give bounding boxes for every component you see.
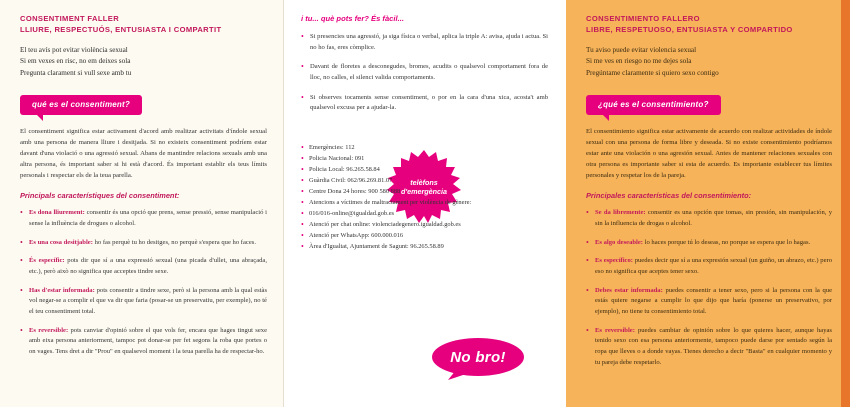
right-intro (586, 45, 832, 81)
burst-line2: d'emergència (400, 187, 448, 196)
list-item (20, 256, 267, 277)
bullet-text: lo haces porque tú lo deseas, no porque se espera que lo hagas. (643, 238, 811, 246)
list-item (20, 208, 267, 229)
pill-tail-shape (602, 114, 609, 121)
right-section-title: Principales características del consentimiento: (586, 191, 752, 201)
bullet-lead: Es una cosa desitjable: (29, 238, 93, 246)
middle-kicker: i tu... què pots fer? És fàcil... (301, 14, 404, 23)
column-left-valencian (0, 0, 283, 407)
bullet-text: pots consentir a tindre sexe, però si la persona amb la qual estàs vol negar-se a complir el que va dir que faria (posar-se un preservatiu, per exemple), no té el teu consentiment total. (29, 286, 268, 316)
bullet-text: consentir és una opció que prens, sense pressió, sense manipulació i sense la influència de drogues o alcohol. (29, 209, 267, 228)
bullet-lead: Debes estar informada: (595, 286, 663, 294)
list-item: • Emergències: 112 (301, 142, 548, 153)
right-question-pill-wrap (586, 94, 721, 115)
left-kicker-line1: CONSENTIMENT FALLER (20, 14, 120, 23)
right-intro-line3: Pregúntame claramente si quiero sexo contigo (586, 69, 719, 78)
list-item (586, 208, 832, 229)
bullet-lead: És específic: (29, 257, 65, 265)
speech-bubble-text: No bro! (450, 348, 506, 366)
bullet-lead: Es específico: (595, 257, 633, 265)
left-intro-line1: El teu avís pot evitar violència sexual (20, 45, 128, 54)
left-intro-line3: Pregunta clarament si vull sexe amb tu (20, 69, 132, 78)
left-intro-line2: Si em vexes en risc, no em deixes sola (20, 57, 131, 66)
speech-bubble (432, 338, 524, 380)
left-kicker-line2: LLIURE, RESPECTUÓS, ENTUSIASTA I COMPARTIT (20, 25, 222, 35)
column-divider (283, 0, 284, 407)
pill-tail-shape (36, 114, 43, 121)
bullet-text: puedes decir que sí a una expresión sexual (un guiño, un abrazo, etc.) pero eso no significa que aceptes tener sexo. (595, 257, 832, 276)
list-item: • Atenció per chat online: violenciadegenero.igualdad.gob.es (301, 219, 548, 230)
list-item: • Centre Dona 24 hores: 900 580 888 (301, 186, 548, 197)
list-item (20, 238, 267, 249)
left-definition-paragraph: El consentiment significa estar activament d'acord amb realitzar activitats d'índole sexual amb una persona de manera lliure i desitjada. Si no existeix consentiment podríem estar davant d'una violació o una agressió sexual. Abans de mantindre relacions sexuals amb una altra persona, és important saber si hi està d'acord. És important establir els teus límits personals i respectar els de la teua parella. (20, 128, 267, 179)
list-item-continuation: • 016/016-online@igualdad.gob.es (301, 208, 548, 219)
list-item: • Policia Local: 96.265.58.84 (301, 164, 548, 175)
list-item: • Atenció per WhatsApp: 600.000.016 (301, 230, 548, 241)
left-intro (20, 45, 267, 81)
bullet-text: consentir es una opción que tomas, sin presión, sin manipulación, y sin la influencia de drogas o alcohol. (595, 209, 832, 228)
middle-actions-list (301, 32, 548, 114)
bullet-text: puedes cambiar de opinión sobre lo que quieres hacer, aunque hayas tenido sexo con esa persona anteriormente, tampoco puede darse por sentado según la ropa que lleves o a donde vayas. Tienes derecho a decir "Basta" en cualquier momento y tu pareja debe respetarlo. (595, 326, 832, 366)
right-kicker-line1: CONSENTIMIENTO FALLERO (586, 14, 700, 23)
list-item: • Policia Nacional: 091 (301, 153, 548, 164)
list-item (586, 256, 832, 277)
emergency-phone-list (301, 142, 548, 252)
left-characteristics-list (20, 208, 267, 357)
list-item (20, 286, 267, 318)
list-item (586, 326, 832, 369)
bullet-text: pots dir que sí a una expressió sexual (una picada d'ullet, una abraçada, etc.), però això no significa que acceptes tindre sexe. (29, 257, 267, 276)
right-definition-paragraph: El consentimiento significa estar activamente de acuerdo con realizar actividades de índole sexual con una persona de forma libre y deseada. Si no existe consentimiento podríamos estar ante una violación o una agresión sexual. Antes de mantener relaciones sexuales con otra persona es importante saber si esta de acuerdo. Es importante establecer tus límites personales y respetar los de la pareja. (586, 128, 832, 179)
list-item: • Àrea d'Igualtat, Ajuntament de Sagunt: 96.265.58.89 (301, 241, 548, 252)
list-item: • Guàrdia Civil: 062/96.269.81.07 (301, 175, 548, 186)
right-edge-stripe (841, 0, 850, 407)
bullet-lead: Es algo deseable: (595, 238, 643, 246)
list-item: • Si presencies una agressió, ja siga física o verbal, aplica la triple A: avisa, ajuda i actua. Si no ho fas, eres còmplice. (301, 32, 548, 53)
list-item (586, 286, 832, 318)
list-item: • Si observes tocaments sense consentiment, o por en la cara d'una xica, acosta't amb qualsevol excusa per a ajudar-la. (301, 93, 548, 114)
right-intro-line2: Si me ves en riesgo no me dejes sola (586, 57, 692, 66)
list-item: • Atencions a víctimes de maltractament per violència de gènere: (301, 197, 548, 208)
right-intro-line1: Tu aviso puede evitar violencia sexual (586, 45, 697, 54)
bullet-lead: Se da libremente: (595, 209, 646, 217)
left-question-pill[interactable]: qué es el consentiment? (20, 95, 142, 115)
bullet-lead: Es reversible: (29, 326, 69, 334)
bullet-lead: Es dona lliurement: (29, 209, 85, 217)
bullet-text: pots canviar d'opinió sobre el que vols fer, encara que hages tingut sexe amb eixa persona anteriorment, tampoc pot donar-se per fet segons la roba que portes o on vages. Tens dret a dir "Prou" en qualsevol moment i la teua parella ha de respectar-ho. (29, 326, 267, 356)
bullet-text: ho fas perquè tu ho desitges, no perquè s'espera que ho faces. (92, 238, 256, 246)
bullet-text: puedes consentir a tener sexo, pero si la persona con la que estás quiere negarse a cumplir lo que dijo que haría (ponerse un preservativo, por ejemplo), no tiene tu consentimiento total. (595, 286, 832, 316)
right-kicker-line2: LIBRE, RESPETUOSO, ENTUSIASTA Y COMPARTIDO (586, 25, 793, 35)
right-question-pill[interactable]: ¿qué es el consentimiento? (586, 95, 721, 115)
bullet-lead: Es reversible: (595, 326, 635, 334)
right-characteristics-list (586, 208, 832, 368)
left-question-pill-wrap (20, 94, 142, 115)
bullet-lead: Has d'estar informada: (29, 286, 95, 294)
list-item: • Davant de floretes a desconegudes, bromes, acudits o qualsevol comportament fora de lloc, no calles, el silenci valida comportaments. (301, 62, 548, 83)
list-item (20, 326, 267, 358)
left-section-title: Principals característiques del consentiment: (20, 191, 180, 201)
column-right-spanish (566, 0, 850, 407)
list-item (586, 238, 832, 249)
burst-line1: telèfons (410, 177, 438, 187)
